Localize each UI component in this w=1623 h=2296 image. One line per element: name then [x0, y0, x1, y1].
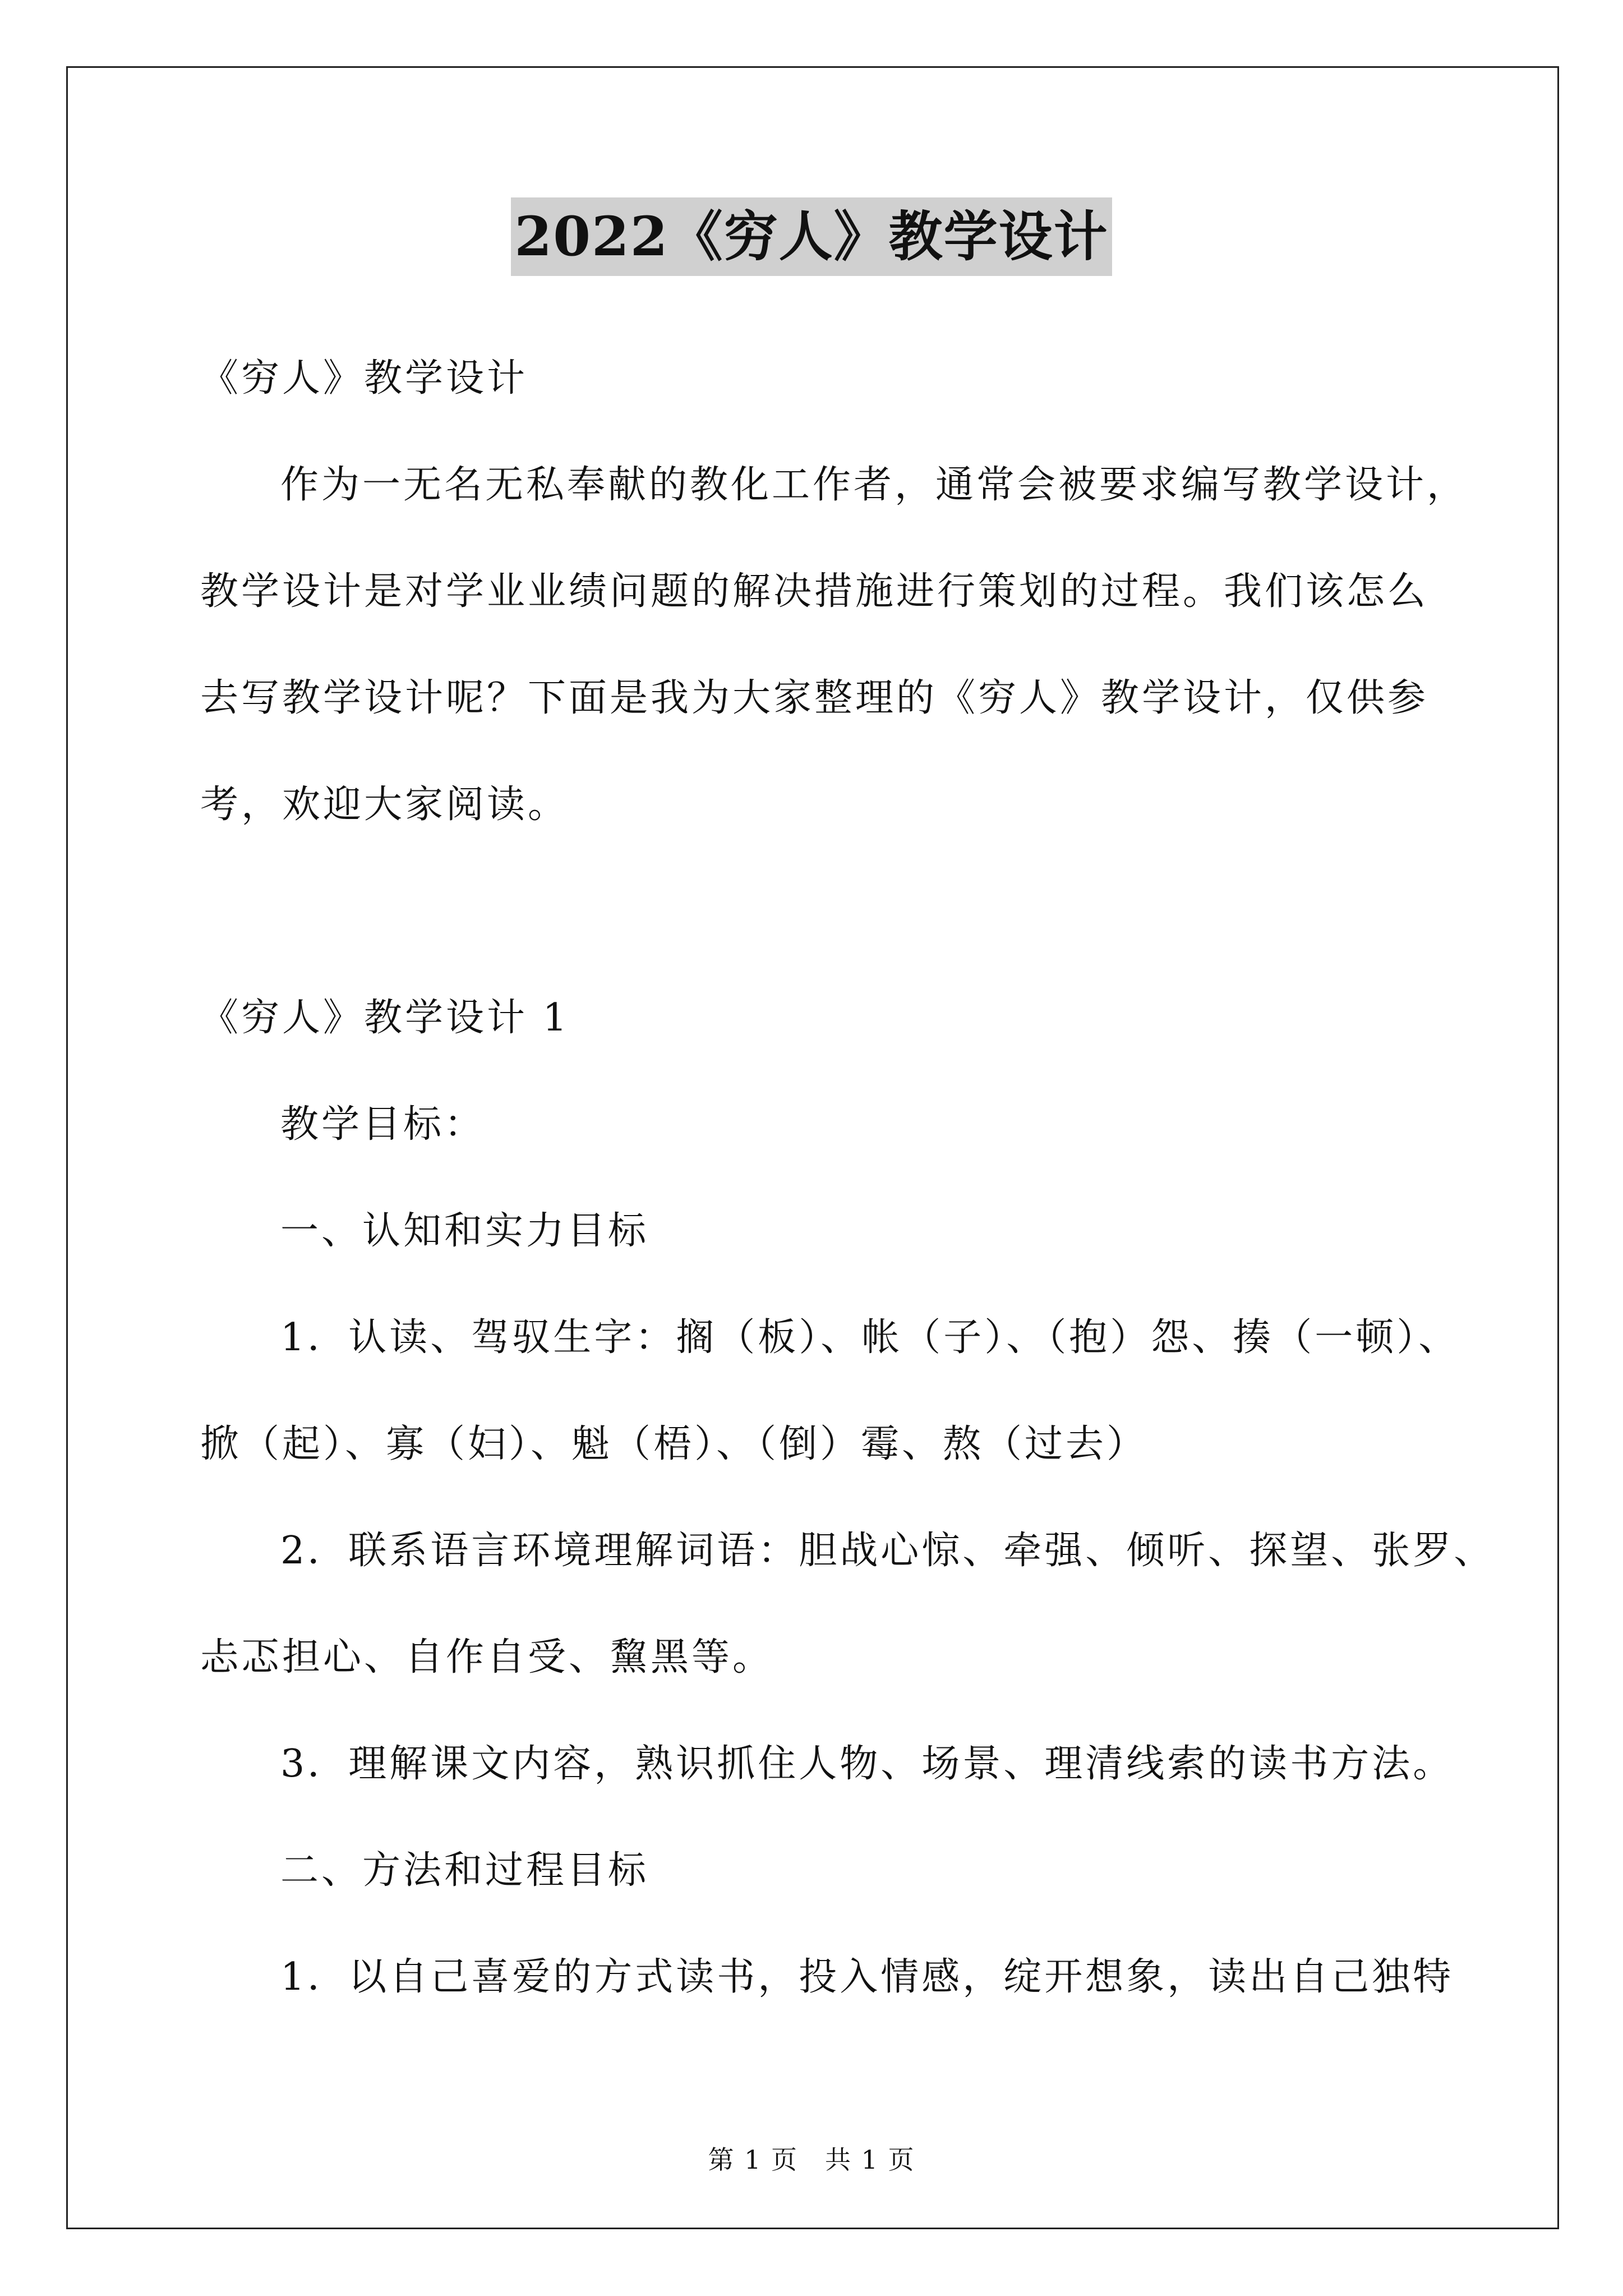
subtitle-line: 《穷人》教学设计 [200, 356, 528, 401]
paragraph-line: 1．以自己喜爱的方式读书，投入情感，绽开想象，读出自己独特 [280, 1955, 1454, 1999]
document-title: 2022《穷人》教学设计 [511, 197, 1112, 276]
paragraph-line: 1．认读、驾驭生字：搁（板）、帐（子）、（抱）怨、揍（一顿）、 [280, 1315, 1460, 1360]
paragraph-line: 作为一无名无私奉献的教化工作者，通常会被要求编写教学设计， [280, 463, 1468, 507]
page-footer: 第 1 页 共 1 页 [708, 2145, 915, 2175]
title-container [0, 197, 1623, 276]
paragraph-line: 忐忑担心、自作自受、黧黑等。 [200, 1635, 774, 1680]
paragraph-line: 二、方法和过程目标 [280, 1848, 649, 1893]
section-heading: 《穷人》教学设计 1 [200, 996, 570, 1040]
paragraph-line: 教学目标： [280, 1102, 486, 1147]
paragraph-line: 掀（起）、寡（妇）、魁（梧）、（倒）霉、熬（过去） [200, 1422, 1148, 1466]
paragraph-line: 一、认知和实力目标 [280, 1209, 649, 1253]
paragraph-line: 考，欢迎大家阅读。 [200, 783, 569, 827]
paragraph-line: 3．理解课文内容，熟识抓住人物、场景、理清线索的读书方法。 [280, 1742, 1454, 1786]
paragraph-line: 教学设计是对学业业绩问题的解决措施进行策划的过程。我们该怎么 [200, 569, 1429, 614]
paragraph-line: 2．联系语言环境理解词语：胆战心惊、牵强、倾听、探望、张罗、 [280, 1529, 1495, 1573]
paragraph-line: 去写教学设计呢？下面是我为大家整理的《穷人》教学设计，仅供参 [200, 676, 1429, 720]
